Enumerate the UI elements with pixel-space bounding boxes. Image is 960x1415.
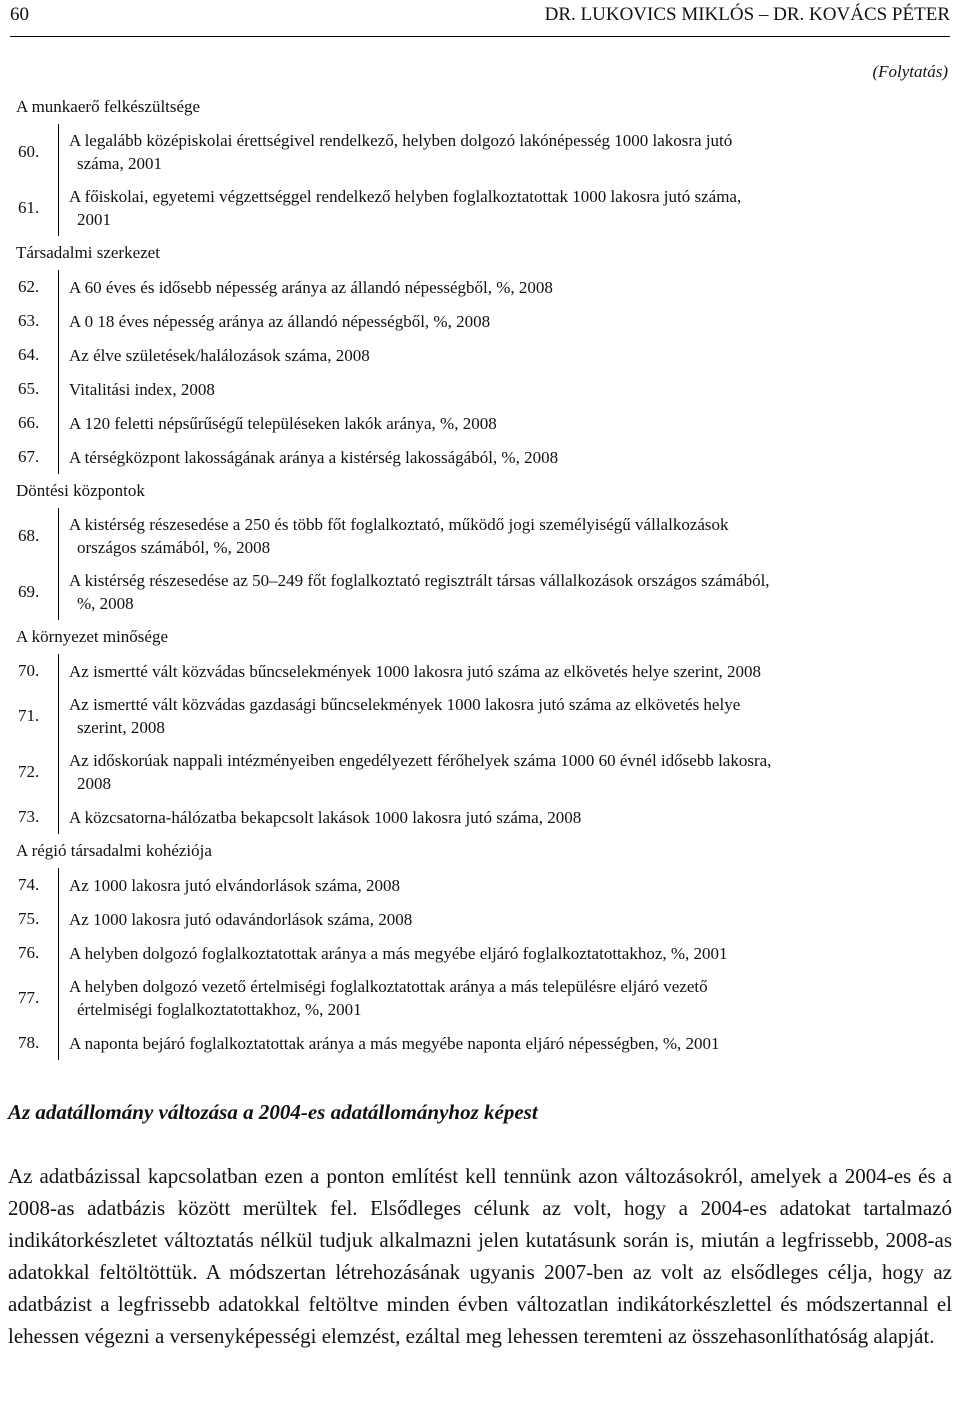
indicator-number: 76. bbox=[14, 936, 59, 970]
indicator-row bbox=[14, 744, 949, 800]
indicator-row bbox=[14, 936, 949, 970]
section-title: A régió társadalmi kohéziója bbox=[16, 841, 212, 860]
indicator-row bbox=[14, 868, 949, 902]
indicator-row bbox=[14, 372, 949, 406]
indicator-row bbox=[14, 902, 949, 936]
section-title: A munkaerő felkészültsége bbox=[16, 97, 201, 116]
section-title: A környezet minősége bbox=[16, 627, 169, 646]
indicator-number: 77. bbox=[14, 970, 59, 1026]
indicator-number: 66. bbox=[14, 406, 59, 440]
indicator-text bbox=[59, 129, 949, 175]
indicator-line-continued: száma, 2001 bbox=[77, 154, 162, 173]
section-heading: Az adatállomány változása a 2004-es adatállományhoz képest bbox=[8, 1100, 538, 1124]
page-header bbox=[10, 4, 950, 34]
indicator-text bbox=[59, 806, 949, 829]
indicator-row bbox=[14, 654, 949, 688]
indicator-text bbox=[59, 1032, 949, 1055]
indicator-number: 68. bbox=[14, 508, 59, 564]
indicator-row bbox=[14, 180, 949, 236]
indicator-line-continued: %, 2008 bbox=[77, 594, 134, 613]
indicator-line: A kistérség részesedése a 250 és több főt foglalkoztató, működő jogi személyiségű vállalkozások bbox=[69, 515, 729, 534]
indicator-line-continued: országos számából, %, 2008 bbox=[77, 538, 271, 557]
indicator-text bbox=[59, 942, 949, 965]
indicator-line: Az időskorúak nappali intézményeiben engedélyezett férőhelyek száma 1000 60 évnél idősebb lakosra, bbox=[69, 751, 772, 770]
indicator-text bbox=[59, 276, 949, 299]
indicator-text bbox=[59, 378, 949, 401]
indicator-line: Vitalitási index, 2008 bbox=[69, 379, 215, 399]
indicator-text bbox=[59, 310, 949, 333]
indicator-text bbox=[59, 412, 949, 435]
indicator-text bbox=[59, 446, 949, 469]
indicator-text bbox=[59, 660, 949, 683]
indicator-line: A helyben dolgozó vezető értelmiségi foglalkoztatottak aránya a más településre eljáró vezető bbox=[69, 977, 708, 996]
indicator-number: 72. bbox=[14, 744, 59, 800]
indicator-line: A helyben dolgozó foglalkoztatottak aránya a más megyébe eljáró foglalkoztatottakhoz, %, 2001 bbox=[69, 943, 728, 963]
indicator-number: 71. bbox=[14, 688, 59, 744]
indicator-line: A legalább középiskolai érettségivel rendelkező, helyben dolgozó lakónépesség 1000 lakosra jutó bbox=[69, 131, 733, 150]
indicator-line: A 0 18 éves népesség aránya az állandó népességből, %, 2008 bbox=[69, 311, 491, 331]
indicator-line: Az 1000 lakosra jutó elvándorlások száma, 2008 bbox=[69, 875, 400, 895]
indicator-row bbox=[14, 800, 949, 834]
indicator-row bbox=[14, 406, 949, 440]
page-number: 60 bbox=[10, 4, 29, 25]
indicator-row bbox=[14, 270, 949, 304]
indicator-number: 70. bbox=[14, 654, 59, 688]
indicator-text bbox=[59, 975, 949, 1021]
indicator-line-continued: 2008 bbox=[77, 774, 111, 793]
indicator-line: A kistérség részesedése az 50–249 főt foglalkoztató regisztrált társas vállalkozások országos számából, bbox=[69, 571, 770, 590]
indicator-text bbox=[59, 569, 949, 615]
indicator-text bbox=[59, 693, 949, 739]
indicator-text bbox=[59, 185, 949, 231]
indicator-number: 62. bbox=[14, 270, 59, 304]
indicator-text bbox=[59, 344, 949, 367]
indicator-number: 78. bbox=[14, 1026, 59, 1060]
indicator-line: A főiskolai, egyetemi végzettséggel rendelkező helyben foglalkoztatottak 1000 lakosra jutó száma, bbox=[69, 187, 742, 206]
indicator-row bbox=[14, 508, 949, 564]
indicator-line: Az élve születések/halálozások száma, 2008 bbox=[69, 345, 370, 365]
indicator-row bbox=[14, 304, 949, 338]
indicator-number: 61. bbox=[14, 180, 59, 236]
indicator-line-continued: 2001 bbox=[77, 210, 111, 229]
indicator-number: 73. bbox=[14, 800, 59, 834]
indicator-number: 67. bbox=[14, 440, 59, 474]
indicator-text bbox=[59, 749, 949, 795]
body-paragraph: Az adatbázissal kapcsolatban ezen a ponton említést kell tennünk azon változásokról, amelyek a 2004-es és a 2008-as adatbázis között merültek fel. Elsődleges célunk az volt, hogy a 2004-es adatokat tartalmazó indikátorkészletet változtatás nélkül tudjuk alkalmazni jelen kutatásunk során is, miután a legfrissebb, 2008-as adatokkal feltöltöttük. A módszertan létrehozásának ugyanis 2007-ben az volt az elsődleges célja, hogy az adatbázist a legfrissebb adatokkal feltöltve minden évben változatlan indikátorkészlettel és módszertannal el lehessen végezni a versenyképességi elemzést, ezáltal meg lehessen teremteni az összehasonlíthatóság alapját. bbox=[8, 1164, 952, 1348]
indicator-line: A 60 éves és idősebb népesség aránya az állandó népességből, %, 2008 bbox=[69, 277, 553, 297]
indicator-line: Az ismertté vált közvádas bűncselekmények 1000 lakosra jutó száma az elkövetés helye szerint, 2008 bbox=[69, 661, 762, 681]
indicator-row bbox=[14, 440, 949, 474]
indicator-line: A közcsatorna-hálózatba bekapcsolt lakások 1000 lakosra jutó száma, 2008 bbox=[69, 807, 582, 827]
indicator-number: 64. bbox=[14, 338, 59, 372]
continued-label: (Folytatás) bbox=[872, 62, 948, 81]
indicator-row bbox=[14, 564, 949, 620]
header-rule bbox=[10, 36, 950, 37]
indicator-row bbox=[14, 970, 949, 1026]
running-head-authors: DR. LUKOVICS MIKLÓS – DR. KOVÁCS PÉTER bbox=[544, 4, 950, 25]
indicator-line: A 120 feletti népsűrűségű településeken lakók aránya, %, 2008 bbox=[69, 413, 497, 433]
indicator-text bbox=[59, 513, 949, 559]
indicator-row bbox=[14, 338, 949, 372]
indicator-row bbox=[14, 688, 949, 744]
indicator-number: 69. bbox=[14, 564, 59, 620]
indicator-number: 60. bbox=[14, 124, 59, 180]
indicator-row bbox=[14, 1026, 949, 1060]
indicator-line: Az ismertté vált közvádas gazdasági bűncselekmények 1000 lakosra jutó száma az elkövetés helye bbox=[69, 695, 741, 714]
indicator-line: A térségközpont lakosságának aránya a kistérség lakosságából, %, 2008 bbox=[69, 447, 559, 467]
indicator-line-continued: szerint, 2008 bbox=[77, 718, 165, 737]
section-title: Döntési központok bbox=[16, 481, 145, 500]
indicator-text bbox=[59, 874, 949, 897]
indicator-number: 63. bbox=[14, 304, 59, 338]
indicator-text bbox=[59, 908, 949, 931]
indicator-line: Az 1000 lakosra jutó odavándorlások száma, 2008 bbox=[69, 909, 413, 929]
indicator-row bbox=[14, 124, 949, 180]
indicator-number: 74. bbox=[14, 868, 59, 902]
indicator-line-continued: értelmiségi foglalkoztatottakhoz, %, 2001 bbox=[77, 1000, 362, 1019]
indicator-table bbox=[14, 90, 949, 1060]
indicator-line: A naponta bejáró foglalkoztatottak aránya a más megyébe naponta eljáró népességben, %, 2001 bbox=[69, 1033, 720, 1053]
section-title: Társadalmi szerkezet bbox=[16, 243, 160, 262]
indicator-number: 65. bbox=[14, 372, 59, 406]
indicator-number: 75. bbox=[14, 902, 59, 936]
